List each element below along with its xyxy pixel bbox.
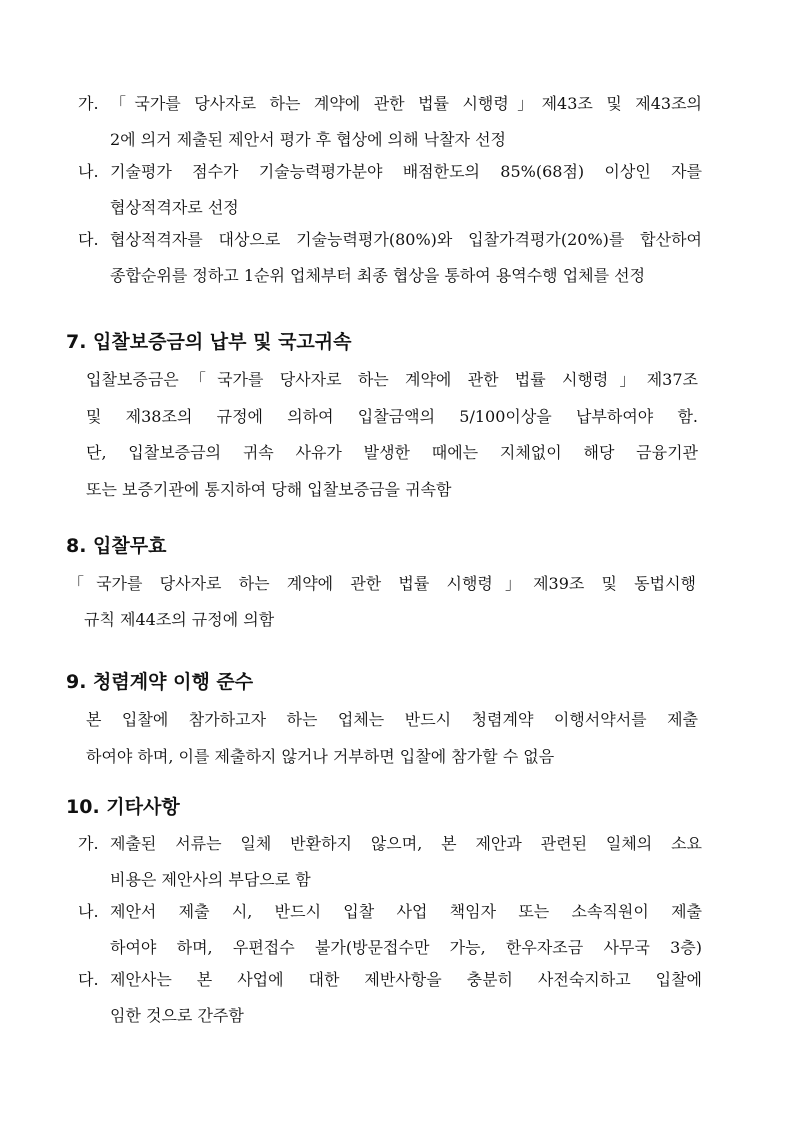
section-8-heading: 8. 입찰무효 [66,535,167,557]
item-marker: 나. [78,902,99,921]
item-text-line: 협상적격자로 선정 [110,198,239,217]
misc-item-da [78,962,702,1034]
item-text-line: 기술평가 점수가 기술능력평가분야 배점한도의 85%(68점) 이상인 자를 [110,162,702,181]
item-text-line: 종합순위를 정하고 1순위 업체부터 최종 협상을 통하여 용역수행 업체를 선정 [110,266,646,285]
section-9-heading: 9. 청렴계약 이행 준수 [66,671,254,693]
item-marker: 다. [78,970,99,989]
section-9-body [86,702,698,775]
body-text-line: 단, 입찰보증금의 귀속 사유가 발생한 때에는 지체없이 해당 금융기관 [86,443,698,462]
item-text-line: 임한 것으로 간주함 [110,1006,244,1025]
item-text-line: 「국가를 당사자로 하는 계약에 관한 법률 시행령」제43조 및 제43조의 [110,94,702,113]
item-text-line: 비용은 제안사의 부담으로 함 [110,870,311,889]
section-7-body [86,362,698,508]
section-7-heading: 7. 입찰보증금의 납부 및 국고귀속 [66,331,352,353]
item-text-line: 2에 의거 제출된 제안서 평가 후 협상에 의해 낙찰자 선정 [110,130,506,149]
body-text-line: 하여야 하며, 이를 제출하지 않거나 거부하면 입찰에 참가할 수 없음 [86,746,555,766]
intro-item-ga [78,86,702,158]
body-text-line: 또는 보증기관에 통지하여 당해 입찰보증금을 귀속함 [86,479,452,499]
body-text-line: 및 제38조의 규정에 의하여 입찰금액의 5/100이상을 납부하여야 함. [86,406,698,426]
item-text-line: 제안사는 본 사업에 대한 제반사항을 충분히 사전숙지하고 입찰에 [110,970,702,989]
item-marker: 다. [78,230,99,249]
item-text-line: 하여야 하며, 우편접수 불가(방문접수만 가능, 한우자조금 사무국 3층) [110,938,702,957]
item-marker: 가. [78,834,99,853]
section-10-heading: 10. 기타사항 [66,796,180,818]
intro-item-na [78,154,702,226]
item-marker: 나. [78,162,99,181]
section-8-body [68,566,696,638]
item-text-line: 협상적격자를 대상으로 기술능력평가(80%)와 입찰가격평가(20%)를 합산하여 [110,230,702,249]
item-marker: 가. [78,94,99,113]
misc-item-ga [78,826,702,898]
misc-item-na [78,894,702,966]
item-text-line: 제안서 제출 시, 반드시 입찰 사업 책임자 또는 소속직원이 제출 [110,902,702,921]
item-text-line: 제출된 서류는 일체 반환하지 않으며, 본 제안과 관련된 일체의 소요 [110,834,702,853]
body-text-line: 본 입찰에 참가하고자 하는 업체는 반드시 청렴계약 이행서약서를 제출 [86,710,698,729]
body-text-line: 입찰보증금은「국가를 당사자로 하는 계약에 관한 법률 시행령」제37조 [86,370,698,389]
body-text-line: 「국가를 당사자로 하는 계약에 관한 법률 시행령」제39조 및 동법시행 [68,574,696,593]
intro-item-da [78,222,702,294]
body-text-line: 규칙 제44조의 규정에 의함 [84,610,275,629]
